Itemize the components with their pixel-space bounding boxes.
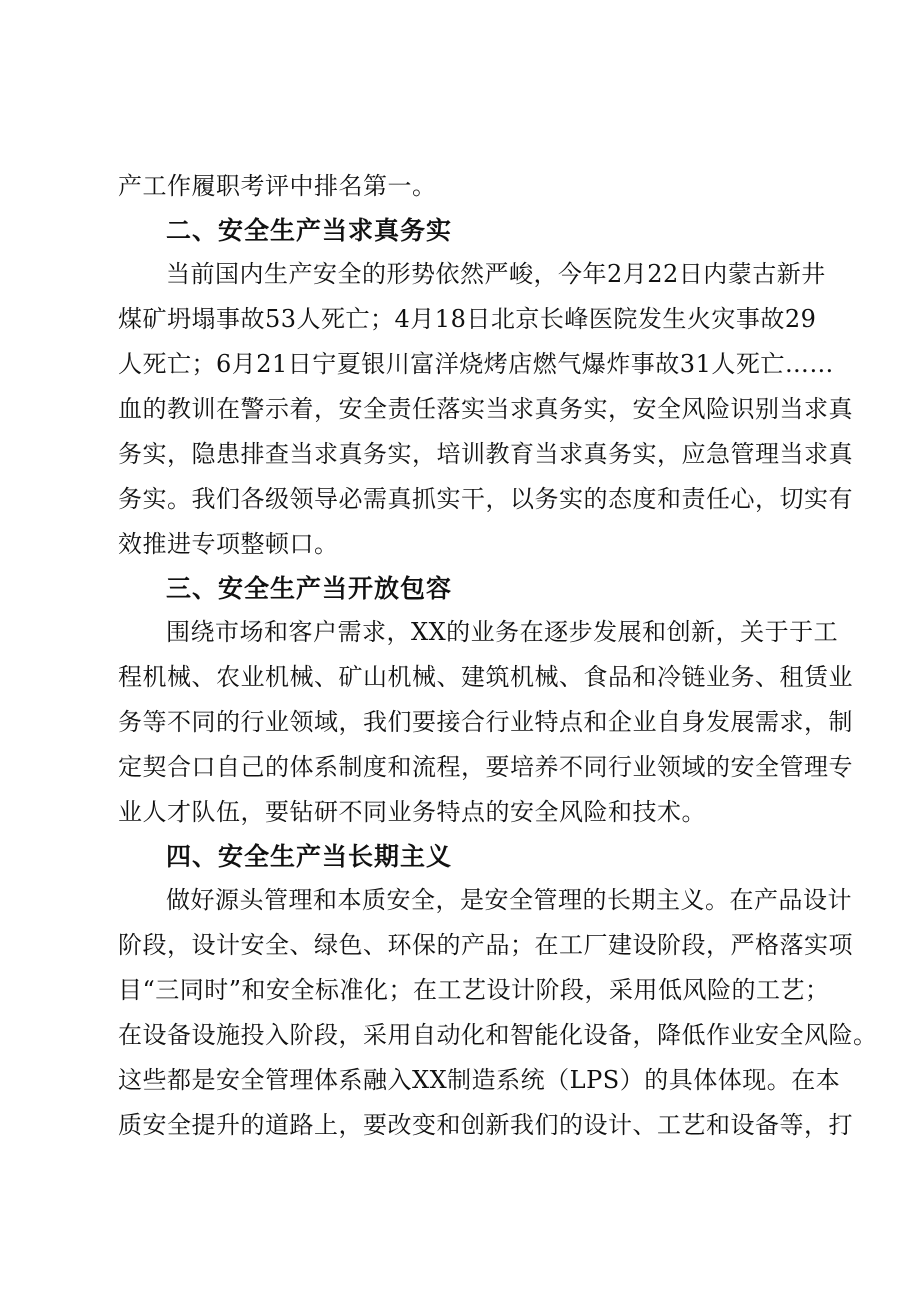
paragraph-line: 目“三同时”和安全标准化；在工艺设计阶段，采用低风险的工艺； <box>118 976 830 1004</box>
paragraph-line: 务等不同的行业领域，我们要接合行业特点和企业自身发展需求，制 <box>118 708 853 736</box>
paragraph-line: 定契合口自己的体系制度和流程，要培养不同行业领域的安全管理专 <box>118 753 853 781</box>
section-heading-3: 三、安全生产当开放包容 <box>166 574 453 603</box>
paragraph-line: 做好源头管理和本质安全，是安全管理的长期主义。在产品设计 <box>166 886 852 914</box>
paragraph-line: 血的教训在警示着，安全责任落实当求真务实，安全风险识别当求真 <box>118 395 853 423</box>
paragraph-line: 围绕市场和客户需求，XX的业务在逐步发展和创新，关于于工 <box>166 618 839 646</box>
paragraph-line: 效推进专项整顿口。 <box>118 530 339 558</box>
paragraph-line: 阶段，设计安全、绿色、环保的产品；在工厂建设阶段，严格落实项 <box>118 931 853 959</box>
continuation-line: 产工作履职考评中排名第一。 <box>118 172 437 200</box>
paragraph-line: 务实。我们各级领导必需真抓实干，以务实的态度和责任心，切实有 <box>118 485 853 513</box>
section-heading-4: 四、安全生产当长期主义 <box>166 842 453 871</box>
paragraph-line: 务实，隐患排查当求真务实，培训教育当求真务实，应急管理当求真 <box>118 440 853 468</box>
paragraph-line: 人死亡；6月21日宁夏银川富洋烧烤店燃气爆炸事故31人死亡…… <box>118 350 834 378</box>
paragraph-line: 质安全提升的道路上，要改变和创新我们的设计、工艺和设备等，打 <box>118 1111 853 1139</box>
section-heading-2: 二、安全生产当求真务实 <box>166 216 453 245</box>
paragraph-line: 在设备设施投入阶段，采用自动化和智能化设备，降低作业安全风险。 <box>118 1021 878 1049</box>
paragraph-line: 这些都是安全管理体系融入XX制造系统（LPS）的具体体现。在本 <box>118 1066 841 1094</box>
paragraph-line: 业人才队伍，要钻研不同业务特点的安全风险和技术。 <box>118 798 706 826</box>
paragraph-line: 程机械、农业机械、矿山机械、建筑机械、食品和冷链业务、租赁业 <box>118 663 853 691</box>
paragraph-line: 当前国内生产安全的形势依然严峻，今年2月22日内蒙古新井 <box>166 260 826 288</box>
paragraph-line: 煤矿坍塌事故53人死亡；4月18日北京长峰医院发生火灾事故29 <box>118 305 817 333</box>
